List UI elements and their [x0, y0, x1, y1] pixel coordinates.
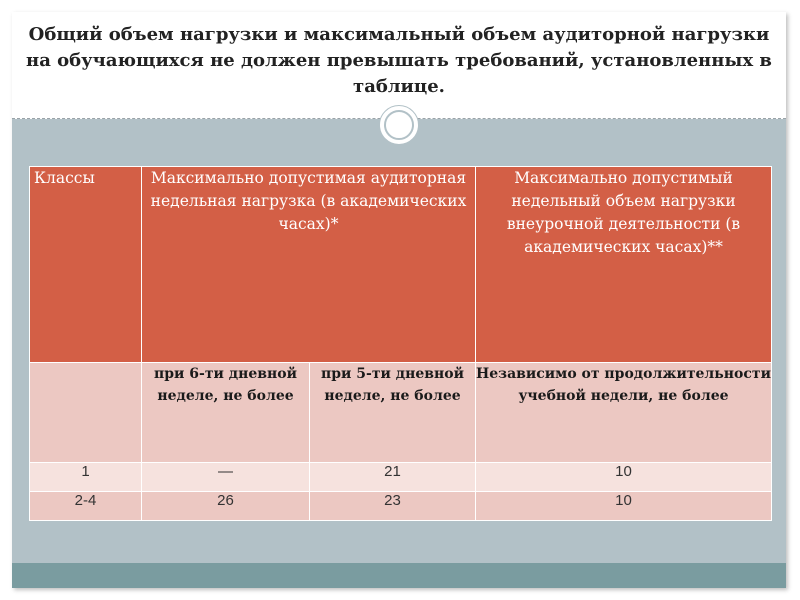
header-max-auditory: Максимально допустимая аудиторная недельная нагрузка (в академических часах)*: [142, 167, 476, 363]
decorative-circle-inner: [384, 110, 414, 140]
cell-classes: 2-4: [30, 492, 142, 521]
table-header-row: [30, 167, 772, 363]
cell-five-day: 21: [310, 463, 476, 492]
table-subheader-row: [30, 363, 772, 463]
decorative-circle: [379, 105, 419, 145]
bottom-bar: [12, 563, 786, 588]
cell-extracurricular: 10: [476, 492, 772, 521]
subheader-six-day: при 6-ти дневной неделе, не более: [142, 363, 310, 463]
cell-six-day: 26: [142, 492, 310, 521]
subheader-independent: Независимо от продолжительности учебной недели, не более: [476, 363, 772, 463]
subheader-five-day: при 5-ти дневной неделе, не более: [310, 363, 476, 463]
table-row: [30, 492, 772, 521]
header-classes: Классы: [30, 167, 142, 363]
slide: [12, 12, 786, 588]
load-table: [29, 166, 772, 521]
cell-six-day: —: [142, 463, 310, 492]
header-max-extracurricular: Максимально допустимый недельный объем нагрузки внеурочной деятельности (в академических часах)**: [476, 167, 772, 363]
cell-five-day: 23: [310, 492, 476, 521]
table-row: [30, 463, 772, 492]
cell-classes: 1: [30, 463, 142, 492]
title-box: [12, 12, 786, 119]
cell-extracurricular: 10: [476, 463, 772, 492]
subheader-empty: [30, 363, 142, 463]
slide-title: Общий объем нагрузки и максимальный объем аудиторной нагрузки на обучающихся не должен превышать требований, установленных в таблице.: [26, 24, 772, 97]
